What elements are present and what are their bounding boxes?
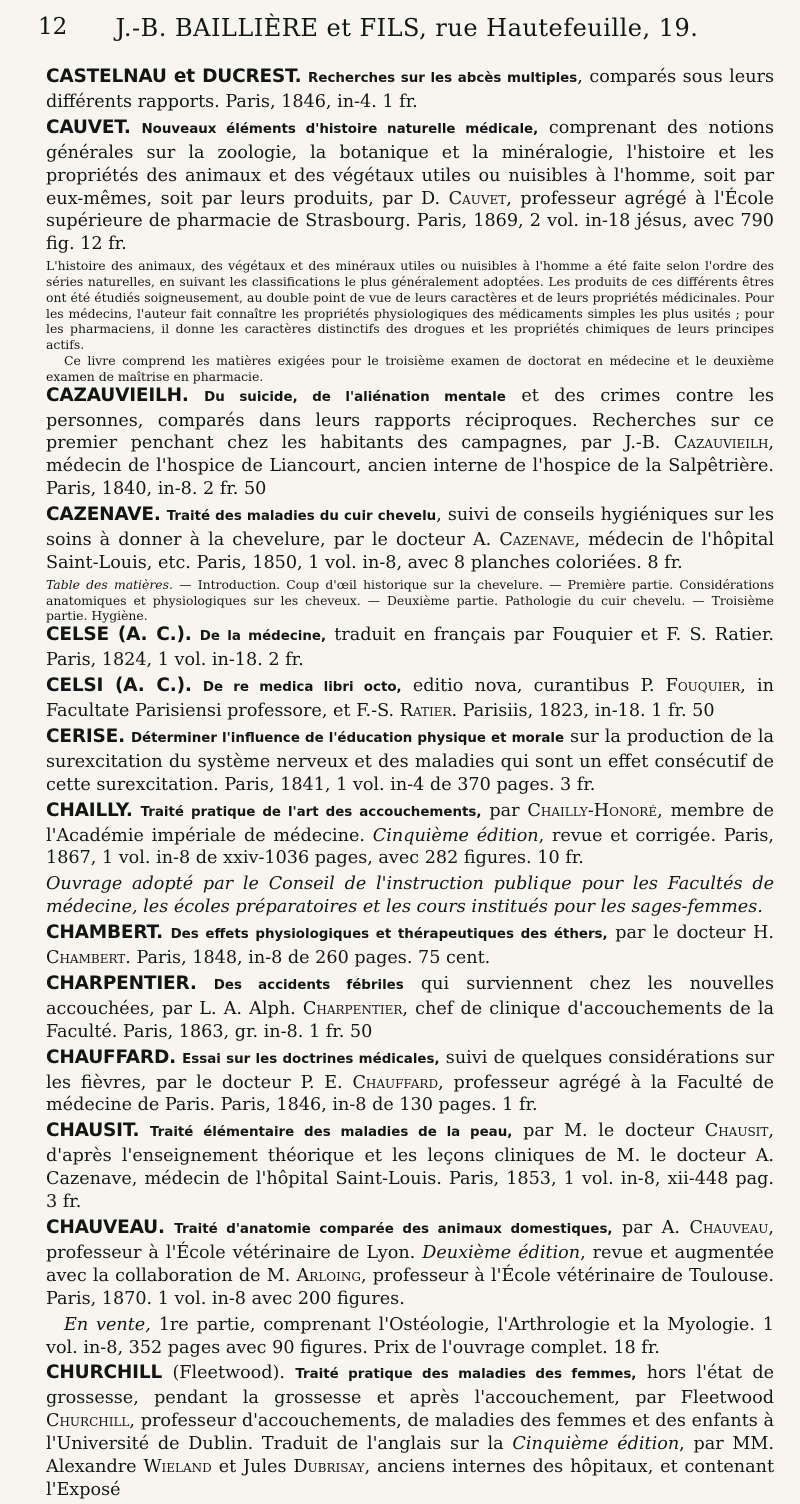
entry-text: , d'après l'enseignement théorique et les leçons cliniques de M. le docteur A. Cazenave, médecin de l'hôpital Saint-Louis. Paris, 1853, 1 vol. in-8, xii-448 pag. (46, 1121, 774, 1190)
entry-title: Traité élémentaire des maladies de la peau, (150, 1125, 513, 1141)
entry-price: 1 fr. 50 (308, 1021, 373, 1042)
entry-title: Traité pratique des maladies des femmes, (295, 1367, 637, 1383)
entry-author: CAZAUVIEILH. (46, 384, 189, 406)
entry-text: , chef de clinique d'accouchements de la Faculté. Paris, 1863, gr. in-8. (46, 998, 775, 1042)
entry-text: . Parisiis, 1823, in-18. (451, 700, 646, 721)
sale-label: En vente, (64, 1314, 151, 1335)
entry-text: , professeur d'accouchements, de maladies des femmes et des enfants à l'Université de Dublin. Traduit de l'anglais sur la (46, 1411, 774, 1455)
entry-title: Recherches sur les abcès multiples (308, 71, 578, 86)
entry-charpentier (46, 973, 774, 1044)
author-name: Dubrisay (293, 1457, 365, 1478)
page-header (38, 14, 776, 54)
author-name: Fouquier (665, 676, 741, 697)
running-title: J.-B. BAILLIÈRE et FILS, rue Hautefeuille, 19. (115, 14, 699, 42)
entry-text: , suivi de conseils hygiéniques sur les soins à donner à la chevelure, par le docteur A. (46, 505, 774, 551)
entry-title: Nouveaux éléments d'histoire naturelle médicale, (141, 121, 539, 137)
entry-text: , professeur agrégé à l'École supérieure de pharmacie de Strasbourg. Paris, 1869, 2 vol. in-18 jésus, avec 790 fig. (46, 188, 774, 255)
entry-price: 2 fr. (268, 650, 304, 671)
entry-text: qui surviennent chez les nouvelles accouchées, par L. A. Alph. (46, 973, 774, 1019)
entry-text: , professeur à l'École vétérinaire de Lyon. (46, 1218, 774, 1263)
entry-author: CAUVET. (46, 116, 131, 138)
entry-price: 1 fr. (502, 1095, 538, 1116)
entry-text: 1re partie, comprenant l'Ostéologie, l'Arthrologie et la Myologie. 1 vol. in-8, 352 pages avec 90 figures. Prix de l'ouvrage complet. (46, 1314, 775, 1358)
author-name: Chailly-Honoré (527, 800, 658, 821)
entry-title: Essai sur les doctrines médicales, (182, 1051, 440, 1067)
entry-author: CHAUVEAU. (46, 1217, 165, 1239)
entry-text: par M. le docteur (523, 1121, 694, 1142)
entry-price: 1 fr. (382, 91, 418, 112)
entry-celse (46, 624, 774, 672)
catalog-entries (46, 66, 774, 1504)
entry-text: traduit en français par Fouquier et F. S. Ratier. Paris, 1824, 1 vol. in-18. (46, 625, 775, 671)
entry-text: , in Facultate Parisiensi professore, et F.-S. (46, 676, 774, 721)
entry-text: comprenant des notions générales sur la zoologie, la botanique et la minéralogie, l'histoire et les propriétés des animaux et des végétaux utiles ou nuisibles à l'homme, soit par eux-mêmes, soit par leurs produits, par D. (46, 117, 775, 209)
entry-note: Ce livre comprend les matières exigées pour le troisième examen de doctorat en médecine et le deuxième examen de maîtrise en pharmacie. (46, 353, 774, 384)
entry-author: CERISE. (46, 725, 125, 747)
entry-title: Traité des maladies du cuir chevelu (166, 509, 437, 525)
entry-price: 8 fr. (647, 552, 683, 573)
entry-text: suivi de quelques considérations sur les fièvres, par le docteur P. E. (46, 1047, 774, 1093)
entry-price: 3 fr. (46, 1192, 82, 1213)
note-text: — Introduction. Coup d'œil historique sur la chevelure. — Première partie. Considérations anatomiques et physiologiques sur les cheveux. — Deuxième partie. Pathologie du cuir chevelu. — Troisième partie. Hygiène. (46, 576, 774, 624)
entry-title: Des accidents fébriles (213, 977, 404, 993)
entry-text: , médecin de l'hôpital Saint-Louis, etc. Paris, 1850, 1 vol. in-8, avec 8 planches coloriées. (46, 530, 775, 573)
entry-title: Traité d'anatomie comparée des animaux domestiques, (174, 1222, 613, 1238)
entry-celsi (46, 675, 774, 723)
entry-note (46, 1314, 774, 1360)
entry-price: 10 fr. (537, 848, 584, 869)
entry-chambert (46, 922, 774, 970)
entry-chauveau (46, 1217, 774, 1311)
entry-text: . Paris, 1848, in-8 de 260 pages. (125, 948, 413, 969)
edition: Cinquième édition (512, 1434, 680, 1455)
entry-author: CHARPENTIER. (46, 972, 197, 994)
entry-author: CELSE (A. C.). (46, 624, 192, 646)
entry-churchill (46, 1362, 774, 1501)
edition: Deuxième édition (422, 1242, 581, 1263)
entry-author: CASTELNAU et DUCREST. (46, 66, 302, 87)
author-name: Chambert (46, 948, 126, 969)
entry-price: 18 fr. (613, 1337, 660, 1358)
entry-title: De re medica libri octo, (202, 680, 402, 696)
entry-text: , par MM. Alexandre (46, 1434, 775, 1478)
entry-text: par (489, 800, 520, 821)
entry-title: Traité pratique de l'art des accouchements, (140, 804, 482, 820)
entry-text: , revue et augmentée avec la collaboration de M. (46, 1242, 774, 1286)
adoption-note: Ouvrage adopté par le Conseil de l'instruction publique pour les Facultés de médecine, les écoles préparatoires et les cours institués pour les sages-femmes. (46, 874, 774, 918)
author-name: Chausit (704, 1121, 769, 1142)
entry-note: L'histoire des animaux, des végétaux et des minéraux utiles ou nuisibles à l'homme a été faite selon l'ordre des séries naturelles, en suivant les classifications le plus généralement adoptées. Les produits de ces différents êtres ont été étudiés soigneusement, au double point de vue de leurs caractères et de leurs propriétés médicinales. Pour les médecins, l'auteur fait connaître les propriétés physiologiques des médicaments simples les plus usités ; pour les pharmaciens, il donne les caractères distinctifs des drogues et les propriétés chimiques de leurs principes actifs. (46, 258, 774, 353)
entry-text: et Jules (218, 1457, 287, 1478)
entry-castelnau (46, 66, 774, 114)
entry-text: et des crimes contre les personnes, comparés dans leurs rapports réciproques. Recherches sur ce premier penchant chez les habitants des campagnes, par J.-B. (46, 385, 775, 454)
author-name: Cazauvieilh (673, 433, 769, 454)
author-name: Ratier (399, 700, 452, 721)
entry-text: , comparés sous leurs différents rapports. Paris, 1846, in-4. (46, 67, 774, 112)
entry-chausit (46, 1120, 774, 1214)
edition: Cinquième édition (372, 825, 539, 846)
entry-chailly (46, 800, 774, 871)
entry-title: Déterminer l'influence de l'éducation physique et morale (130, 730, 565, 746)
entry-text: par le docteur H. (615, 923, 774, 944)
entry-text: , membre de l'Académie impériale de médecine. (46, 800, 774, 846)
page-number: 12 (38, 14, 68, 40)
entry-author: CAZENAVE. (46, 504, 161, 526)
note-label: Table des matières. (46, 576, 173, 592)
entry-text: , professeur à l'École vétérinaire de Toulouse. Paris, 1870. 1 vol. in-8 avec 200 figures. (46, 1265, 774, 1309)
entry-cauvet (46, 117, 774, 256)
entry-text: hors l'état de grossesse, pendant la grossesse et après l'accouchement, par Fleetwood (46, 1363, 775, 1409)
entry-author: CHAUFFARD. (46, 1046, 176, 1068)
author-name: Cauvet (448, 188, 507, 209)
entry-text: , anciens internes des hôpitaux, et contenant l'Exposé (46, 1457, 775, 1500)
entry-text: par A. (622, 1218, 680, 1239)
author-name: Chauveau (689, 1218, 769, 1239)
entry-cerise (46, 726, 774, 797)
entry-price: 3 fr. (560, 774, 596, 795)
entry-cazauvieilh (46, 385, 774, 502)
entry-text: , médecin de l'hospice de Liancourt, ancien interne de l'hospice de la Salpêtrière. Paris, 1840, in-8. (46, 433, 775, 500)
entry-price: 12 fr. (80, 234, 127, 255)
entry-text: sur la production de la surexcitation du système nerveux et des maladies qui sont un effet consécutif de cette surexcitation. Paris, 1841, 1 vol. in-4 de 370 pages. (46, 726, 775, 795)
author-name: Cazenave (499, 530, 575, 551)
entry-author: CHURCHILL (46, 1362, 163, 1384)
author-name: Wieland (143, 1457, 212, 1478)
entry-chauffard (46, 1047, 774, 1118)
entry-note (46, 577, 774, 624)
entry-author: CHAMBERT. (46, 922, 163, 944)
entry-author: CELSI (A. C.). (46, 675, 192, 697)
entry-text: , revue et corrigée. Paris, 1867, 1 vol. in-8 de xxiv-1036 pages, avec 282 figures. (46, 825, 775, 869)
entry-price: 2 fr. 50 (203, 479, 267, 500)
entry-author-firstname: (Fleetwood). (172, 1363, 285, 1384)
entry-text: , professeur agrégé à la Faculté de médecine de Paris. Paris, 1846, in-8 de 130 pages. (46, 1072, 775, 1116)
entry-title: De la médecine, (199, 629, 327, 645)
entry-text: editio nova, curantibus P. (412, 676, 655, 697)
entry-price: 1 fr. 50 (651, 700, 715, 721)
author-name: Charpentier (302, 998, 403, 1019)
author-name: Arloing (296, 1265, 361, 1286)
author-name: Churchill (46, 1411, 130, 1432)
entry-author: CHAILLY. (46, 799, 133, 821)
author-name: Chauffard (352, 1072, 439, 1093)
entry-price: 75 cent. (418, 948, 491, 969)
entry-cazenave (46, 504, 774, 575)
entry-note (46, 873, 774, 919)
entry-title: Du suicide, de l'aliénation mentale (204, 389, 506, 405)
entry-author: CHAUSIT. (46, 1120, 140, 1142)
entry-title: Des effets physiologiques et thérapeutiques des éthers, (170, 927, 608, 943)
